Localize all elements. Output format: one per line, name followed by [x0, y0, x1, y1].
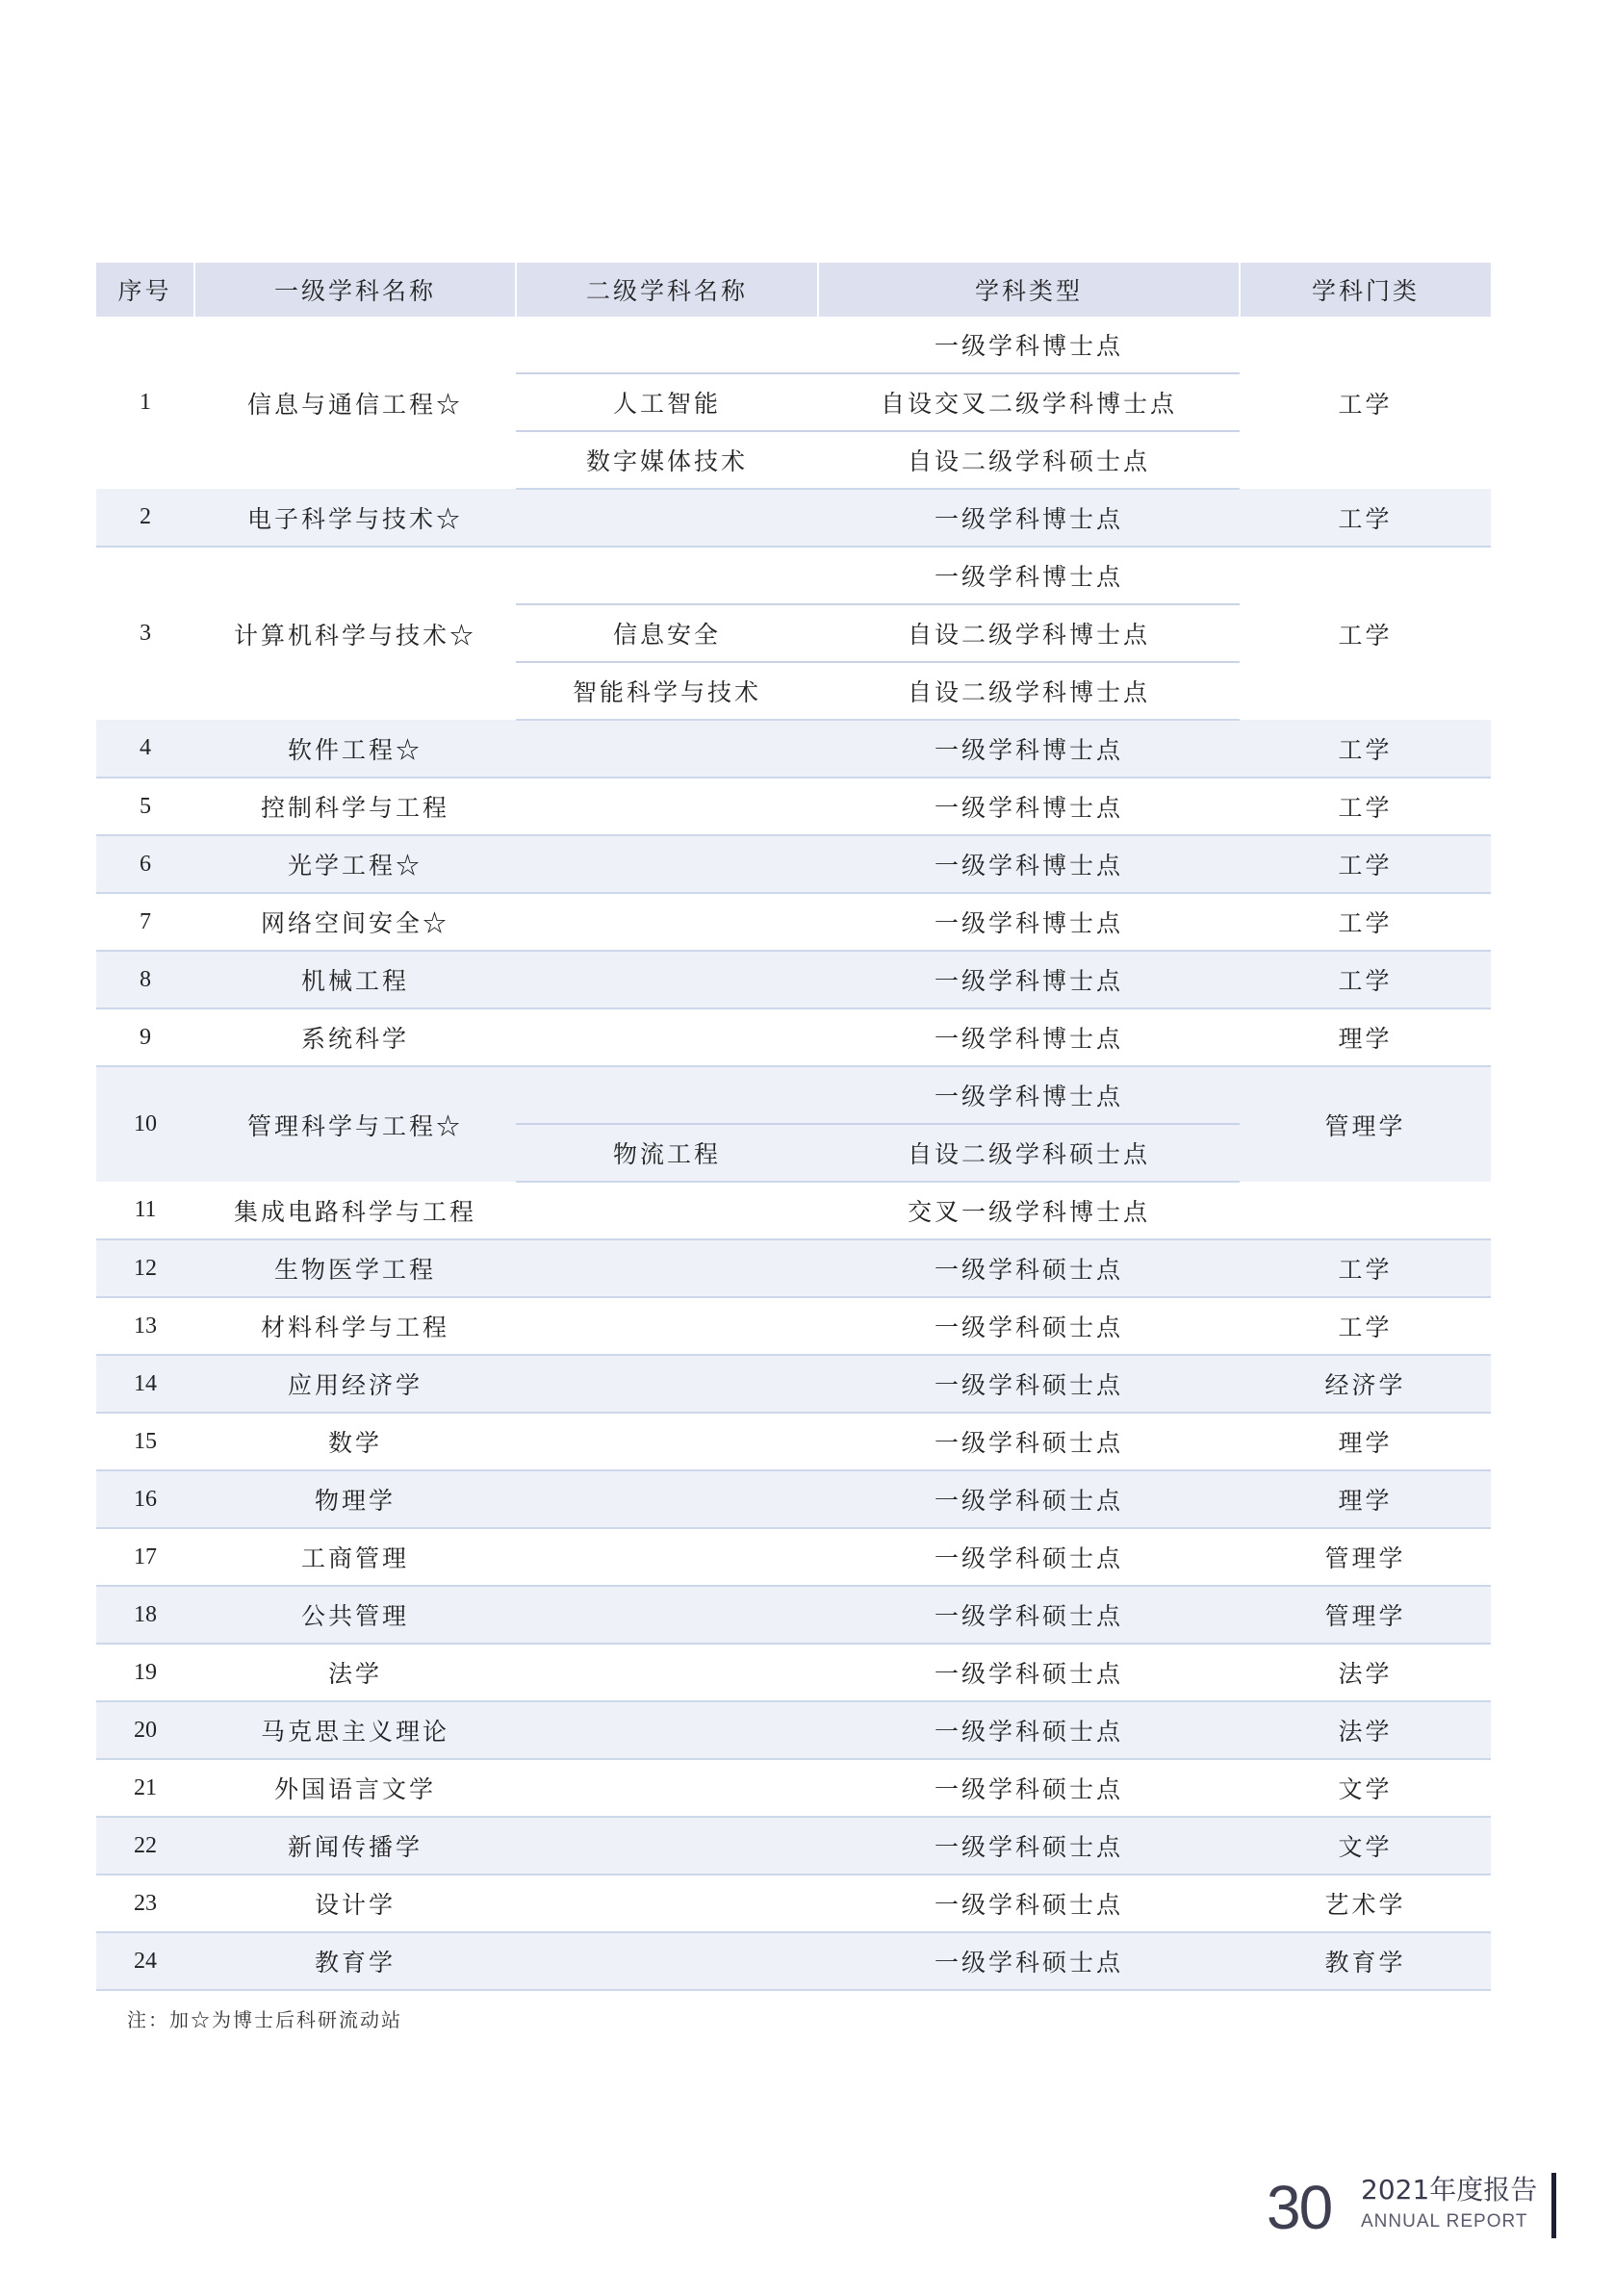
table-row	[96, 1297, 1491, 1355]
discipline-table	[96, 263, 1491, 1991]
discipline-type: 一级学科博士点	[818, 1066, 1240, 1124]
second-level-discipline	[516, 1528, 818, 1586]
first-level-discipline: 管理科学与工程☆	[194, 1066, 516, 1182]
row-number: 11	[96, 1182, 194, 1239]
row-number: 24	[96, 1932, 194, 1990]
table-row	[96, 893, 1491, 951]
header-cell: 序号	[96, 263, 194, 317]
second-level-discipline	[516, 1759, 818, 1817]
second-level-discipline	[516, 1355, 818, 1413]
second-level-discipline: 人工智能	[516, 373, 818, 431]
second-level-discipline	[516, 1239, 818, 1297]
row-number: 18	[96, 1586, 194, 1644]
first-level-discipline: 新闻传播学	[194, 1817, 516, 1875]
discipline-category: 法学	[1240, 1644, 1491, 1701]
discipline-type: 一级学科硕士点	[818, 1355, 1240, 1413]
discipline-category: 理学	[1240, 1413, 1491, 1470]
discipline-category: 管理学	[1240, 1066, 1491, 1182]
table-row	[96, 547, 1491, 604]
discipline-type: 一级学科博士点	[818, 893, 1240, 951]
row-number: 10	[96, 1066, 194, 1182]
discipline-category	[1240, 1182, 1491, 1239]
discipline-type: 一级学科硕士点	[818, 1701, 1240, 1759]
row-number: 9	[96, 1008, 194, 1066]
report-title: 2021年度报告	[1361, 2174, 1538, 2206]
first-level-discipline: 法学	[194, 1644, 516, 1701]
row-number: 6	[96, 835, 194, 893]
second-level-discipline	[516, 1470, 818, 1528]
discipline-type: 一级学科博士点	[818, 1008, 1240, 1066]
discipline-category: 理学	[1240, 1008, 1491, 1066]
discipline-category: 法学	[1240, 1701, 1491, 1759]
first-level-discipline: 设计学	[194, 1875, 516, 1932]
first-level-discipline: 生物医学工程	[194, 1239, 516, 1297]
first-level-discipline: 公共管理	[194, 1586, 516, 1644]
first-level-discipline: 光学工程☆	[194, 835, 516, 893]
second-level-discipline	[516, 489, 818, 547]
table-row	[96, 720, 1491, 778]
discipline-category: 工学	[1240, 1239, 1491, 1297]
discipline-category: 教育学	[1240, 1932, 1491, 1990]
discipline-type: 一级学科博士点	[818, 317, 1240, 373]
discipline-type: 一级学科硕士点	[818, 1413, 1240, 1470]
row-number: 19	[96, 1644, 194, 1701]
second-level-discipline: 信息安全	[516, 604, 818, 662]
page-footer	[1267, 2173, 1555, 2259]
second-level-discipline	[516, 1182, 818, 1239]
table-row	[96, 317, 1491, 373]
table-row	[96, 1875, 1491, 1932]
table-row	[96, 489, 1491, 547]
table-row	[96, 1586, 1491, 1644]
second-level-discipline	[516, 778, 818, 835]
first-level-discipline: 电子科学与技术☆	[194, 489, 516, 547]
row-number: 4	[96, 720, 194, 778]
header-cell: 学科门类	[1240, 263, 1491, 317]
discipline-type: 一级学科硕士点	[818, 1470, 1240, 1528]
table-row	[96, 1644, 1491, 1701]
table-row	[96, 1528, 1491, 1586]
discipline-category: 工学	[1240, 720, 1491, 778]
discipline-category: 工学	[1240, 1297, 1491, 1355]
discipline-type: 一级学科博士点	[818, 951, 1240, 1008]
discipline-category: 文学	[1240, 1759, 1491, 1817]
second-level-discipline	[516, 1413, 818, 1470]
discipline-type: 自设交叉二级学科博士点	[818, 373, 1240, 431]
second-level-discipline	[516, 951, 818, 1008]
first-level-discipline: 应用经济学	[194, 1355, 516, 1413]
discipline-type: 一级学科硕士点	[818, 1239, 1240, 1297]
discipline-category: 工学	[1240, 893, 1491, 951]
first-level-discipline: 材料科学与工程	[194, 1297, 516, 1355]
second-level-discipline	[516, 720, 818, 778]
first-level-discipline: 教育学	[194, 1932, 516, 1990]
row-number: 13	[96, 1297, 194, 1355]
footer-accent-bar	[1551, 2173, 1556, 2238]
row-number: 20	[96, 1701, 194, 1759]
first-level-discipline: 计算机科学与技术☆	[233, 621, 476, 650]
second-level-discipline	[516, 1008, 818, 1066]
row-number: 14	[96, 1355, 194, 1413]
second-level-discipline	[516, 1066, 818, 1124]
row-number: 2	[96, 489, 194, 547]
discipline-type: 交叉一级学科博士点	[818, 1182, 1240, 1239]
discipline-type: 自设二级学科博士点	[818, 604, 1240, 662]
row-number: 16	[96, 1470, 194, 1528]
discipline-category: 工学	[1240, 489, 1491, 547]
first-level-discipline: 网络空间安全☆	[194, 893, 516, 951]
discipline-type: 一级学科硕士点	[818, 1875, 1240, 1932]
discipline-category: 管理学	[1240, 1528, 1491, 1586]
table-row	[96, 1008, 1491, 1066]
discipline-type: 一级学科硕士点	[818, 1817, 1240, 1875]
first-level-discipline: 机械工程	[194, 951, 516, 1008]
discipline-category: 工学	[1240, 778, 1491, 835]
header-cell: 学科类型	[818, 263, 1240, 317]
second-level-discipline	[516, 1932, 818, 1990]
discipline-category: 文学	[1240, 1817, 1491, 1875]
table-row	[96, 1066, 1491, 1124]
table-row	[96, 1413, 1491, 1470]
table-row	[96, 1701, 1491, 1759]
second-level-discipline: 物流工程	[516, 1124, 818, 1182]
discipline-type: 自设二级学科硕士点	[818, 431, 1240, 489]
discipline-type: 一级学科博士点	[818, 720, 1240, 778]
table-body	[96, 317, 1491, 1990]
row-number: 17	[96, 1528, 194, 1586]
table-header-row	[96, 263, 1491, 317]
first-level-discipline: 外国语言文学	[194, 1759, 516, 1817]
table-footnote: 注：加☆为博士后科研流动站	[127, 2008, 402, 2031]
first-level-discipline: 软件工程☆	[194, 720, 516, 778]
second-level-discipline	[516, 835, 818, 893]
second-level-discipline: 智能科学与技术	[516, 662, 818, 720]
discipline-category: 管理学	[1240, 1586, 1491, 1644]
first-level-discipline: 数学	[194, 1413, 516, 1470]
discipline-category: 工学	[1338, 621, 1393, 650]
second-level-discipline: 数字媒体技术	[516, 431, 818, 489]
row-number: 7	[96, 893, 194, 951]
second-level-discipline	[516, 1644, 818, 1701]
first-level-discipline: 集成电路科学与工程	[194, 1182, 516, 1239]
second-level-discipline	[516, 1875, 818, 1932]
table-row	[96, 1182, 1491, 1239]
first-level-discipline: 物理学	[194, 1470, 516, 1528]
report-subtitle: ANNUAL REPORT	[1361, 2211, 1528, 2232]
second-level-discipline	[516, 1586, 818, 1644]
first-level-discipline: 工商管理	[194, 1528, 516, 1586]
header-cell: 二级学科名称	[516, 263, 818, 317]
table-row	[96, 1932, 1491, 1990]
second-level-discipline	[516, 1297, 818, 1355]
row-number: 22	[96, 1817, 194, 1875]
discipline-type: 一级学科硕士点	[818, 1759, 1240, 1817]
discipline-category: 工学	[1240, 835, 1491, 893]
table-row	[96, 1759, 1491, 1817]
table-row	[96, 951, 1491, 1008]
discipline-type: 一级学科硕士点	[818, 1528, 1240, 1586]
row-number: 21	[96, 1759, 194, 1817]
page-number: 30	[1267, 2173, 1332, 2242]
row-number: 23	[96, 1875, 194, 1932]
second-level-discipline	[516, 893, 818, 951]
discipline-category: 工学	[1240, 951, 1491, 1008]
second-level-discipline	[516, 1701, 818, 1759]
discipline-type: 自设二级学科硕士点	[818, 1124, 1240, 1182]
discipline-type: 一级学科硕士点	[818, 1932, 1240, 1990]
row-number: 8	[96, 951, 194, 1008]
first-level-discipline: 马克思主义理论	[194, 1701, 516, 1759]
first-level-discipline: 信息与通信工程☆	[246, 390, 463, 419]
row-number: 12	[96, 1239, 194, 1297]
table-row	[96, 1239, 1491, 1297]
second-level-discipline	[516, 1817, 818, 1875]
discipline-type: 一级学科硕士点	[818, 1586, 1240, 1644]
row-number: 5	[96, 778, 194, 835]
second-level-discipline	[516, 317, 818, 373]
first-level-discipline: 控制科学与工程	[194, 778, 516, 835]
discipline-type: 一级学科博士点	[818, 489, 1240, 547]
table-row	[96, 835, 1491, 893]
table-row	[96, 1817, 1491, 1875]
discipline-type: 一级学科硕士点	[818, 1644, 1240, 1701]
header-cell: 一级学科名称	[194, 263, 516, 317]
discipline-type: 一级学科博士点	[818, 835, 1240, 893]
discipline-type: 一级学科博士点	[818, 778, 1240, 835]
discipline-category: 理学	[1240, 1470, 1491, 1528]
discipline-category: 经济学	[1240, 1355, 1491, 1413]
first-level-discipline: 系统科学	[194, 1008, 516, 1066]
second-level-discipline	[516, 547, 818, 604]
discipline-type: 一级学科博士点	[818, 547, 1240, 604]
row-number: 1	[140, 390, 151, 415]
table-row	[96, 778, 1491, 835]
row-number: 15	[96, 1413, 194, 1470]
discipline-type: 一级学科硕士点	[818, 1297, 1240, 1355]
discipline-category: 工学	[1338, 390, 1393, 419]
discipline-type: 自设二级学科博士点	[818, 662, 1240, 720]
discipline-category: 艺术学	[1240, 1875, 1491, 1932]
table-row	[96, 1355, 1491, 1413]
row-number: 3	[140, 621, 151, 646]
table-row	[96, 1470, 1491, 1528]
